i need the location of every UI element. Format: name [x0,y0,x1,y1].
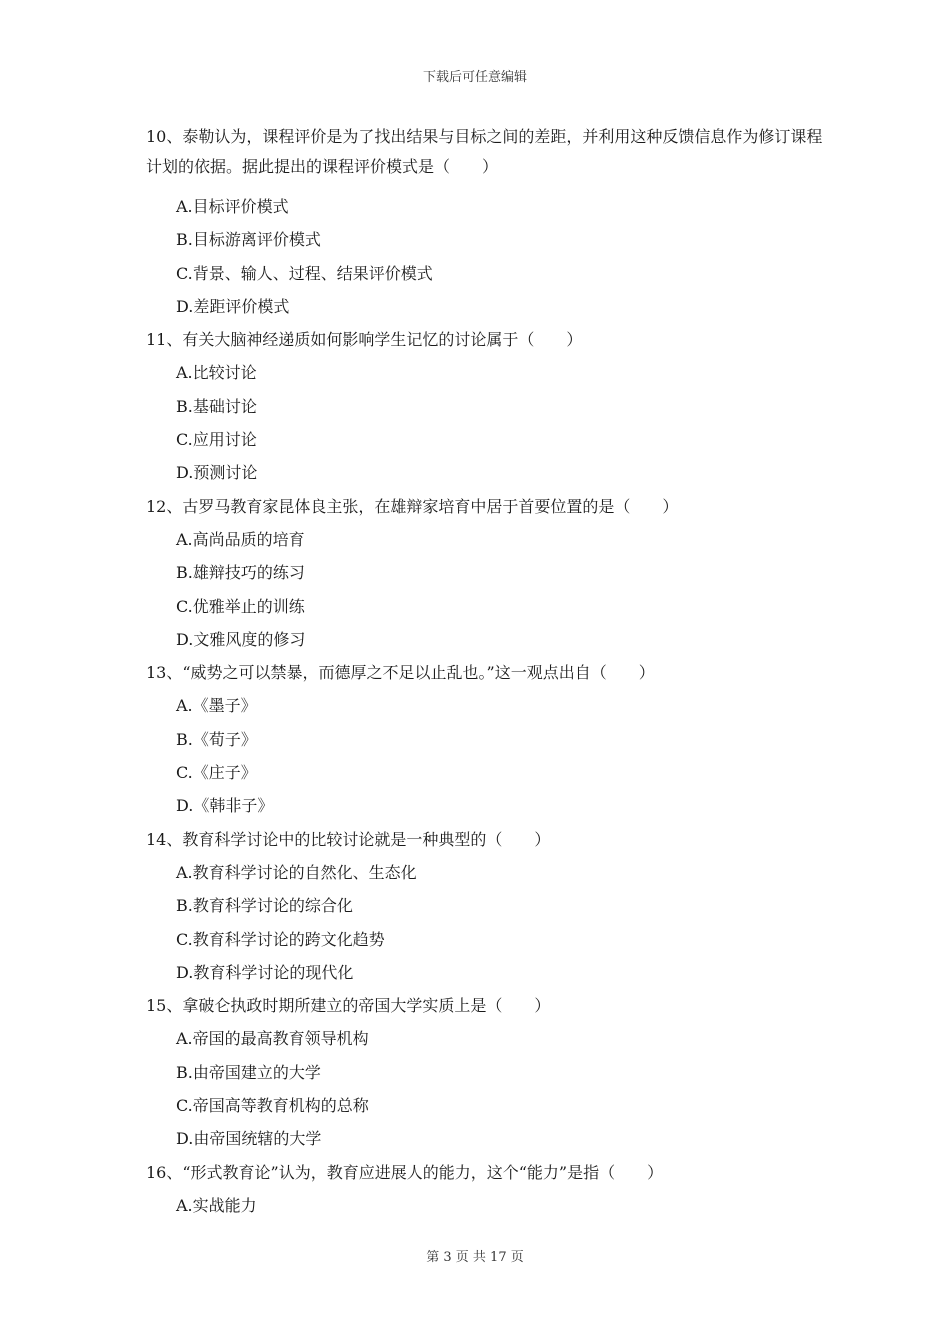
question-option: D.预测讨论 [176,463,258,483]
question-option: D.教育科学讨论的现代化 [176,962,354,982]
question-option: B.《荀子》 [176,729,257,749]
page-footer: 第 3 页 共 17 页 [426,1250,524,1265]
question-option: A.目标评价模式 [176,197,289,216]
question-option: C.教育科学讨论的跨文化趋势 [176,929,385,949]
question-option: A.教育科学讨论的自然化、生态化 [176,862,417,882]
question-option: D.差距评价模式 [176,296,290,316]
question-option: C.《庄子》 [176,763,257,783]
question-stem: 10、泰勒认为，课程评价是为了找出结果与目标之间的差距，并利用这种反馈信息作为修订课程计划的依据。据此提出的课程评价模式是（ ） [146,127,823,176]
question-option: D.《韩非子》 [176,796,274,816]
question-option: B.基础讨论 [176,396,257,416]
question-12 [146,490,836,656]
question-option: A.高尚品质的培育 [176,529,305,549]
question-stem: 15、拿破仑执政时期所建立的帝国大学实质上是（ ） [146,996,551,1016]
question-option: B.由帝国建立的大学 [176,1062,321,1082]
question-stem: 12、古罗马教育家昆体良主张，在雄辩家培育中居于首要位置的是（ ） [146,496,679,516]
question-stem: 16、“形式教育论”认为，教育应进展人的能力，这个“能力”是指（ ） [146,1162,664,1182]
question-option: C.帝国高等教育机构的总称 [176,1096,369,1116]
question-option: D.文雅风度的修习 [176,629,306,649]
question-11 [146,323,836,489]
question-stem: 11、有关大脑神经递质如何影响学生记忆的讨论属于（ ） [146,330,583,350]
question-stem: 13、“威势之可以禁暴，而德厚之不足以止乱也。”这一观点出自（ ） [146,663,655,683]
question-13 [146,656,836,822]
question-option: D.由帝国统辖的大学 [176,1129,322,1149]
page-header: 下载后可任意编辑 [422,70,527,85]
question-option: C.背景、输人、过程、结果评价模式 [176,263,433,283]
question-option: B.教育科学讨论的综合化 [176,896,353,916]
question-option: A.帝国的最高教育领导机构 [176,1029,369,1049]
question-14 [146,823,836,989]
question-option: A.比较讨论 [176,363,257,383]
question-option: C.优雅举止的训练 [176,596,305,616]
question-option: B.目标游离评价模式 [176,230,321,250]
question-option: A.实战能力 [176,1195,257,1215]
question-16 [146,1156,836,1223]
question-option: A.《墨子》 [176,696,257,716]
question-10 [146,122,836,323]
question-option: B.雄辩技巧的练习 [176,563,305,583]
question-15 [146,989,836,1155]
question-option: C.应用讨论 [176,430,257,450]
page-content [146,122,836,1222]
question-stem: 14、教育科学讨论中的比较讨论就是一种典型的（ ） [146,829,551,849]
